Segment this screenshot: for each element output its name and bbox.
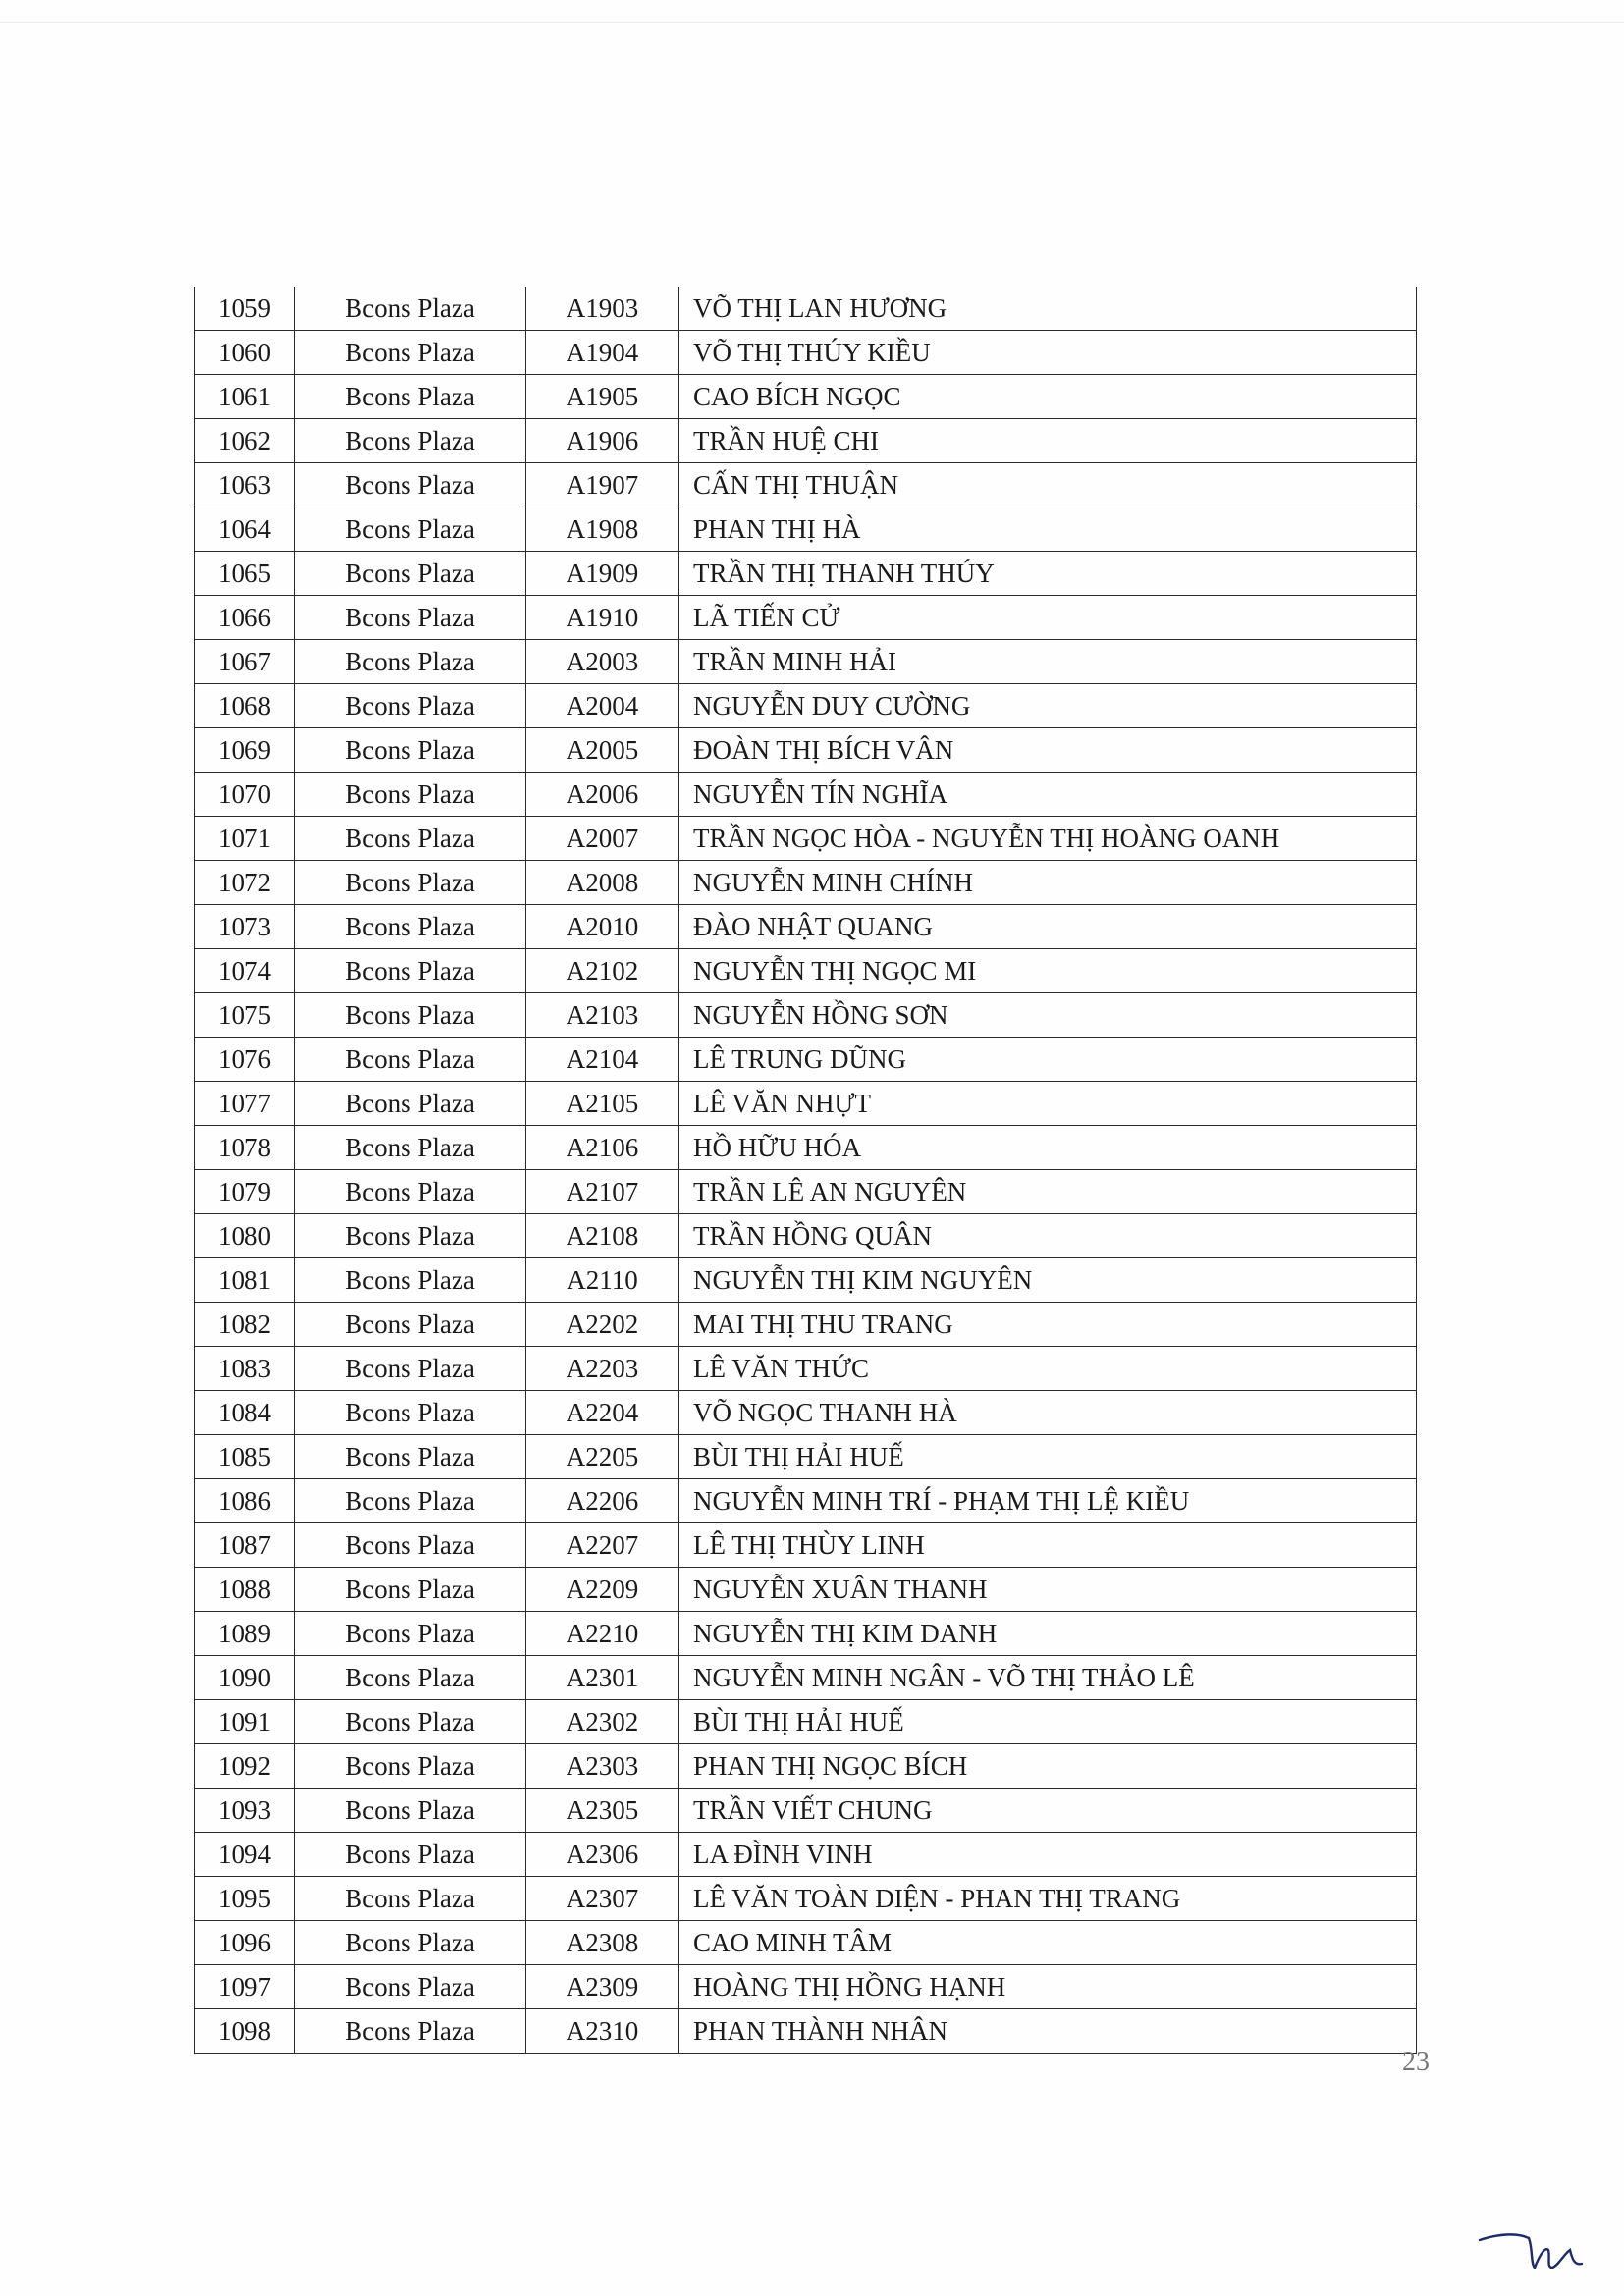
row-number: 1071 [195,817,295,861]
project-name: Bcons Plaza [295,1435,526,1479]
row-number: 1062 [195,419,295,463]
project-name: Bcons Plaza [295,640,526,684]
unit-code: A2108 [526,1214,679,1258]
row-number: 1093 [195,1789,295,1833]
owner-name: ĐÀO NHẬT QUANG [679,905,1417,949]
table-row [195,419,1417,463]
project-name: Bcons Plaza [295,861,526,905]
row-number: 1090 [195,1656,295,1700]
table-row [195,1877,1417,1921]
unit-code: A2107 [526,1170,679,1214]
unit-code: A2309 [526,1965,679,2009]
unit-code: A2301 [526,1656,679,1700]
table-row [195,1391,1417,1435]
owner-name: NGUYỄN MINH TRÍ - PHẠM THỊ LỆ KIỀU [679,1479,1417,1523]
row-number: 1067 [195,640,295,684]
table-row [195,861,1417,905]
owner-name: LÊ VĂN TOÀN DIỆN - PHAN THỊ TRANG [679,1877,1417,1921]
owner-name: HỒ HỮU HÓA [679,1126,1417,1170]
table-row [195,817,1417,861]
owner-name: LÊ THỊ THÙY LINH [679,1523,1417,1568]
row-number: 1065 [195,552,295,596]
project-name: Bcons Plaza [295,1700,526,1744]
owner-name: TRẦN NGỌC HÒA - NGUYỄN THỊ HOÀNG OANH [679,817,1417,861]
table-row [195,1303,1417,1347]
owner-name: PHAN THỊ HÀ [679,507,1417,552]
row-number: 1088 [195,1568,295,1612]
table-row [195,949,1417,993]
unit-code: A2210 [526,1612,679,1656]
row-number: 1073 [195,905,295,949]
project-name: Bcons Plaza [295,2009,526,2054]
row-number: 1068 [195,684,295,728]
owner-name: TRẦN VIẾT CHUNG [679,1789,1417,1833]
row-number: 1061 [195,375,295,419]
project-name: Bcons Plaza [295,1833,526,1877]
table-row [195,1523,1417,1568]
unit-code: A2206 [526,1479,679,1523]
row-number: 1082 [195,1303,295,1347]
owner-name: PHAN THÀNH NHÂN [679,2009,1417,2054]
project-name: Bcons Plaza [295,1877,526,1921]
unit-code: A2307 [526,1877,679,1921]
owner-name: TRẦN HUỆ CHI [679,419,1417,463]
row-number: 1064 [195,507,295,552]
table-row [195,1568,1417,1612]
owner-name: NGUYỄN THỊ KIM NGUYÊN [679,1258,1417,1303]
table-row [195,1347,1417,1391]
table-row [195,1258,1417,1303]
unit-code: A2104 [526,1038,679,1082]
table-row [195,773,1417,817]
project-name: Bcons Plaza [295,507,526,552]
owner-name: MAI THỊ THU TRANG [679,1303,1417,1347]
project-name: Bcons Plaza [295,1126,526,1170]
project-name: Bcons Plaza [295,1965,526,2009]
unit-code: A2005 [526,728,679,773]
row-number: 1076 [195,1038,295,1082]
unit-code: A2205 [526,1435,679,1479]
owner-name: VÕ THỊ THÚY KIỀU [679,331,1417,375]
owner-name: CAO BÍCH NGỌC [679,375,1417,419]
unit-code: A2310 [526,2009,679,2054]
project-name: Bcons Plaza [295,905,526,949]
table-row [195,1656,1417,1700]
row-number: 1092 [195,1744,295,1789]
unit-code: A2103 [526,993,679,1038]
table-row [195,1435,1417,1479]
row-number: 1080 [195,1214,295,1258]
unit-code: A2006 [526,773,679,817]
owner-name: LÊ VĂN THỨC [679,1347,1417,1391]
unit-code: A1906 [526,419,679,463]
owner-name: NGUYỄN DUY CƯỜNG [679,684,1417,728]
table-row [195,1612,1417,1656]
unit-code: A2308 [526,1921,679,1965]
unit-code: A2105 [526,1082,679,1126]
project-name: Bcons Plaza [295,1568,526,1612]
owner-name: NGUYỄN MINH CHÍNH [679,861,1417,905]
owner-name: LA ĐÌNH VINH [679,1833,1417,1877]
project-name: Bcons Plaza [295,684,526,728]
owner-name: NGUYỄN TÍN NGHĨA [679,773,1417,817]
unit-code: A2207 [526,1523,679,1568]
project-name: Bcons Plaza [295,1921,526,1965]
unit-code: A2306 [526,1833,679,1877]
unit-code: A2007 [526,817,679,861]
page-top-edge [0,22,1624,23]
owner-name: NGUYỄN HỒNG SƠN [679,993,1417,1038]
row-number: 1072 [195,861,295,905]
unit-code: A2110 [526,1258,679,1303]
table-row [195,1921,1417,1965]
table-row [195,375,1417,419]
row-number: 1060 [195,331,295,375]
unit-code: A2302 [526,1700,679,1744]
unit-code: A1908 [526,507,679,552]
owner-name: PHAN THỊ NGỌC BÍCH [679,1744,1417,1789]
table-row [195,1965,1417,2009]
owners-table-body [195,287,1417,2054]
row-number: 1098 [195,2009,295,2054]
table-row [195,2009,1417,2054]
row-number: 1059 [195,287,295,331]
project-name: Bcons Plaza [295,1656,526,1700]
row-number: 1096 [195,1921,295,1965]
row-number: 1085 [195,1435,295,1479]
table-row [195,552,1417,596]
table-row [195,463,1417,507]
row-number: 1070 [195,773,295,817]
project-name: Bcons Plaza [295,993,526,1038]
project-name: Bcons Plaza [295,1303,526,1347]
unit-code: A2004 [526,684,679,728]
signature-mark [1478,2228,1586,2277]
owner-name: NGUYỄN XUÂN THANH [679,1568,1417,1612]
owner-name: BÙI THỊ HẢI HUẾ [679,1700,1417,1744]
owner-name: ĐOÀN THỊ BÍCH VÂN [679,728,1417,773]
project-name: Bcons Plaza [295,1258,526,1303]
row-number: 1077 [195,1082,295,1126]
row-number: 1081 [195,1258,295,1303]
unit-code: A2102 [526,949,679,993]
project-name: Bcons Plaza [295,817,526,861]
unit-code: A2010 [526,905,679,949]
row-number: 1063 [195,463,295,507]
owner-name: LÊ VĂN NHỰT [679,1082,1417,1126]
row-number: 1066 [195,596,295,640]
row-number: 1075 [195,993,295,1038]
unit-code: A2106 [526,1126,679,1170]
table-row [195,287,1417,331]
owner-name: LÊ TRUNG DŨNG [679,1038,1417,1082]
owner-name: NGUYỄN MINH NGÂN - VÕ THỊ THẢO LÊ [679,1656,1417,1700]
project-name: Bcons Plaza [295,1744,526,1789]
owner-name: CẤN THỊ THUẬN [679,463,1417,507]
owner-name: LÃ TIẾN CỬ [679,596,1417,640]
table-row [195,993,1417,1038]
unit-code: A2008 [526,861,679,905]
table-row [195,331,1417,375]
unit-code: A2303 [526,1744,679,1789]
table-row [195,507,1417,552]
table-row [195,1126,1417,1170]
row-number: 1086 [195,1479,295,1523]
unit-code: A1904 [526,331,679,375]
page-number: 23 [1402,2047,1430,2077]
table-row [195,1038,1417,1082]
unit-code: A1903 [526,287,679,331]
owner-name: TRẦN THỊ THANH THÚY [679,552,1417,596]
table-row [195,1170,1417,1214]
project-name: Bcons Plaza [295,728,526,773]
table-row [195,1789,1417,1833]
table-row [195,1744,1417,1789]
table-row [195,1214,1417,1258]
project-name: Bcons Plaza [295,1038,526,1082]
table-row [195,1700,1417,1744]
project-name: Bcons Plaza [295,287,526,331]
project-name: Bcons Plaza [295,773,526,817]
row-number: 1094 [195,1833,295,1877]
project-name: Bcons Plaza [295,1612,526,1656]
project-name: Bcons Plaza [295,1347,526,1391]
owner-name: VÕ NGỌC THANH HÀ [679,1391,1417,1435]
row-number: 1095 [195,1877,295,1921]
project-name: Bcons Plaza [295,596,526,640]
row-number: 1083 [195,1347,295,1391]
project-name: Bcons Plaza [295,1170,526,1214]
project-name: Bcons Plaza [295,1479,526,1523]
unit-code: A2305 [526,1789,679,1833]
unit-code: A1910 [526,596,679,640]
table-row [195,1082,1417,1126]
row-number: 1097 [195,1965,295,2009]
project-name: Bcons Plaza [295,375,526,419]
project-name: Bcons Plaza [295,552,526,596]
unit-code: A2202 [526,1303,679,1347]
table-row [195,596,1417,640]
unit-code: A2003 [526,640,679,684]
row-number: 1084 [195,1391,295,1435]
row-number: 1069 [195,728,295,773]
owner-name: TRẦN MINH HẢI [679,640,1417,684]
table-row [195,728,1417,773]
project-name: Bcons Plaza [295,331,526,375]
owner-name: TRẦN HỒNG QUÂN [679,1214,1417,1258]
owner-name: BÙI THỊ HẢI HUẾ [679,1435,1417,1479]
owners-table [194,287,1417,2054]
project-name: Bcons Plaza [295,419,526,463]
unit-code: A2209 [526,1568,679,1612]
owner-name: NGUYỄN THỊ KIM DANH [679,1612,1417,1656]
project-name: Bcons Plaza [295,1214,526,1258]
project-name: Bcons Plaza [295,1789,526,1833]
owner-name: NGUYỄN THỊ NGỌC MI [679,949,1417,993]
project-name: Bcons Plaza [295,949,526,993]
row-number: 1087 [195,1523,295,1568]
row-number: 1091 [195,1700,295,1744]
owner-name: TRẦN LÊ AN NGUYÊN [679,1170,1417,1214]
row-number: 1078 [195,1126,295,1170]
project-name: Bcons Plaza [295,463,526,507]
table-row [195,905,1417,949]
project-name: Bcons Plaza [295,1391,526,1435]
project-name: Bcons Plaza [295,1523,526,1568]
owner-name: CAO MINH TÂM [679,1921,1417,1965]
row-number: 1089 [195,1612,295,1656]
table-row [195,1833,1417,1877]
unit-code: A1905 [526,375,679,419]
owner-name: HOÀNG THỊ HỒNG HẠNH [679,1965,1417,2009]
unit-code: A1907 [526,463,679,507]
table-row [195,640,1417,684]
owner-name: VÕ THỊ LAN HƯƠNG [679,287,1417,331]
row-number: 1074 [195,949,295,993]
unit-code: A2204 [526,1391,679,1435]
project-name: Bcons Plaza [295,1082,526,1126]
row-number: 1079 [195,1170,295,1214]
unit-code: A2203 [526,1347,679,1391]
table-row [195,1479,1417,1523]
table-row [195,684,1417,728]
unit-code: A1909 [526,552,679,596]
